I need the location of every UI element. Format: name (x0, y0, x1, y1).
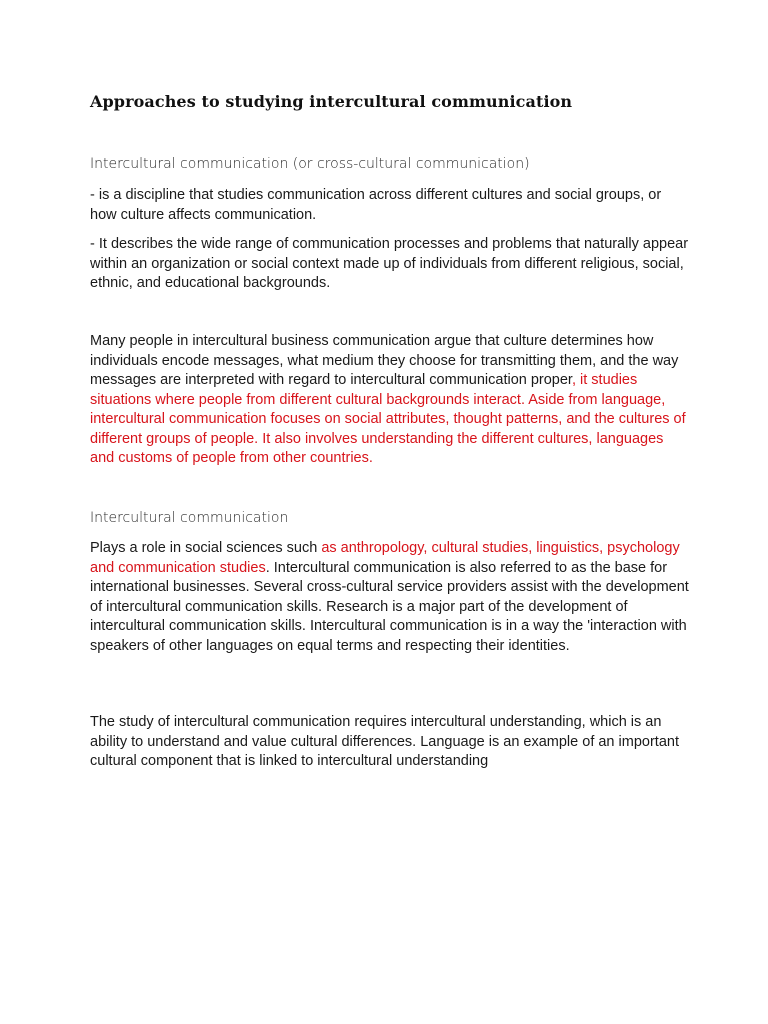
definition-paragraph-1: - is a discipline that studies communication across different cultures and social groups, or how culture affects communication. (90, 187, 662, 223)
paragraph-highlighted-text: as anthropology, cultural studies, linguistics, psychology and communication studies (90, 540, 680, 576)
document-title: Approaches to studying intercultural communication (90, 92, 573, 111)
social-sciences-paragraph (90, 539, 690, 656)
paragraph-highlighted-text: , it studies situations where people from different cultural backgrounds interact. Aside from language, intercultural communication focuses on social attributes, thought patterns, and the cultures of different groups of people. It also involves understanding the different cultures, languages and customs of people from other countries. (90, 372, 686, 466)
business-communication-paragraph (90, 332, 690, 469)
section-heading-intercultural: Intercultural communication (90, 510, 289, 526)
definition-paragraph-2: - It describes the wide range of communication processes and problems that naturally appear within an organization or social context made up of individuals from different religious, social, ethnic, and educational backgrounds. (90, 236, 689, 291)
paragraph-start-text: Plays a role in social sciences such (90, 540, 322, 556)
section-heading-cross-cultural: Intercultural communication (or cross-cultural communication) (90, 156, 530, 172)
paragraph-plain-text: Many people in intercultural business communication argue that culture determines how individuals encode messages, what medium they choose for transmitting them, and the way messages are interpreted with regard to intercultural communication proper (90, 333, 679, 388)
intercultural-understanding-paragraph: The study of intercultural communication requires intercultural understanding, which is an ability to understand and value cultural differences. Language is an example of an important cultural component that is linked to intercultural understanding (90, 714, 679, 769)
paragraph-end-text: . Intercultural communication is also referred to as the base for international businesses. Several cross-cultural service providers assist with the development of intercultural communication skills. Research is a major part of the development of intercultural communication skills. Intercultural communication is in a way the 'interaction with speakers of other languages on equal terms and respecting their identities. (90, 559, 689, 654)
